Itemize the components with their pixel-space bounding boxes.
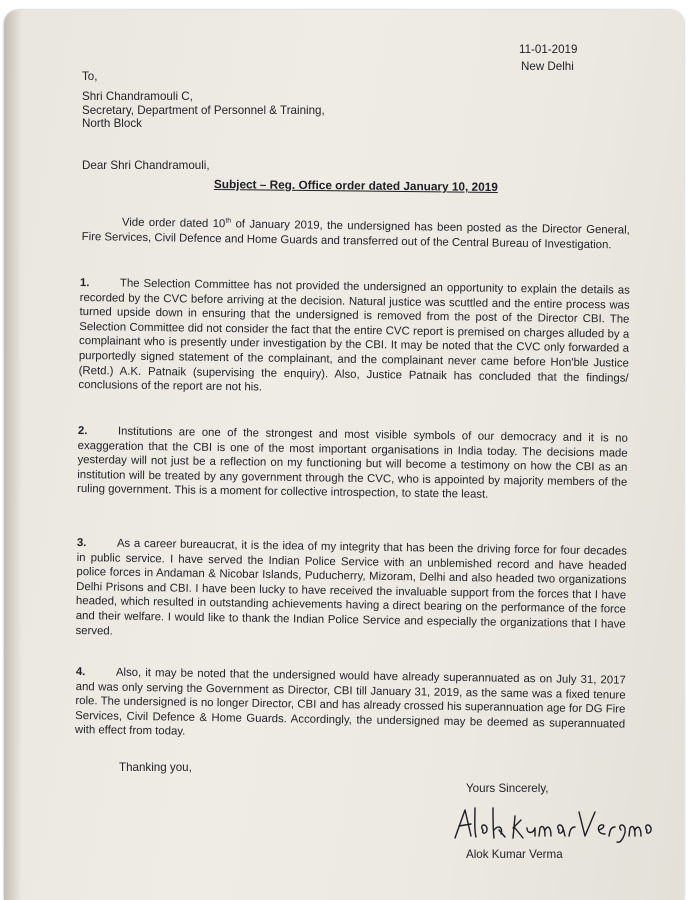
ordinal-suffix: th: [225, 217, 232, 225]
recipient-address: [82, 90, 325, 131]
address-line: North Block: [82, 117, 142, 131]
paragraph-text: Also, it may be noted that the undersigned would have already superannuated as on July 31, 2017 and was only serving the Government as Director, CBI till January 31, 2019, as the same was a fixed tenure role. The undersigned is no longer Director, CBI and has already crossed his superannuation age for DG Fire Services, Civil Defence & Home Guards. Accordingly, the undersigned may be deemed as superannuated with effect from today.: [74, 666, 626, 739]
handwritten-signature: [449, 800, 654, 850]
recipient-to: To,: [82, 70, 98, 83]
paragraph-text: As a career bureaucrat, it is the idea of my integrity that has been the driving force for four decades in public service. I have served the Indian Police Service with an unblemished record and have headed police forces in Andaman & Nicobar Islands, Puducherry, Mizoram, Delhi and also headed two organizations Delhi Prisons and CBI. I have been lucky to have received the invaluable support from the forces that I have headed, which resulted in outstanding achievements having a direct bearing on the performance of the force and their welfare. I would like to thank the Indian Police Service and especially the organizations that I have served.: [75, 537, 627, 638]
paragraph-number: 1.: [79, 276, 90, 290]
thanking-line: Thanking you,: [119, 761, 192, 774]
letter-page: [4, 10, 684, 900]
address-line: Secretary, Department of Personnel & Training,: [82, 103, 325, 117]
paragraph-number: 4.: [75, 665, 86, 679]
closing-line: Yours Sincerely,: [466, 782, 549, 795]
paragraph-number: 2.: [77, 424, 88, 438]
letter-place: New Delhi: [521, 60, 574, 73]
address-line: Shri Chandramouli C,: [82, 90, 193, 103]
paragraph-text: The Selection Committee has not provided the undersigned an opportunity to explain the details as recorded by the CVC before arriving at the decision. Natural justice was scuttled and the entire process was turned upside down in ensuring that the undersigned is removed from the post of the Director CBI. The Selection Committee did not consider the fact that the entire CVC report is premised on charges alluded by a complainant who is presently under investigation by the CBI. It may be noted that the CVC only forwarded a purportedly signed statement of the complainant, and the complainant never came before Hon'ble Justice (Retd.) A.K. Patnaik (supervising the enquiry). Also, Justice Patnaik has concluded that the findings/ conclusions of the report are not his.: [78, 277, 630, 394]
paragraph-text: Institutions are one of the strongest and most visible symbols of our democracy and it is no exaggeration that the CBI is one of the most important organisations in India today. The decisions made yesterday will not just be a reflection on my functioning but will become a testimony on how the CBI as an institution will be treated by any government through the CVC, who is appointed by majority members of the ruling government. This is a moment for collective introspection, to state the least.: [77, 425, 628, 502]
paragraph-3: [75, 536, 627, 647]
paragraph-number: 3.: [76, 536, 87, 550]
paragraph-1: [78, 276, 630, 400]
paragraph-4: [75, 665, 626, 747]
intro-text-rest: of January 2019, the undersigned has been posted as the Director General, Fire Services, Civil Defence and Home Guards and transferred out of the Central Bureau of Investigation.: [81, 218, 630, 251]
salutation: Dear Shri Chandramouli,: [82, 159, 210, 172]
letter-date: 11-01-2019: [519, 43, 578, 56]
signatory-name: Alok Kumar Verma: [466, 848, 563, 861]
subject-line: Subject – Reg. Office order dated January 10, 2019: [213, 177, 498, 194]
intro-paragraph: [82, 215, 630, 253]
paragraph-2: [77, 424, 628, 505]
intro-text: Vide order dated 10: [121, 216, 226, 231]
